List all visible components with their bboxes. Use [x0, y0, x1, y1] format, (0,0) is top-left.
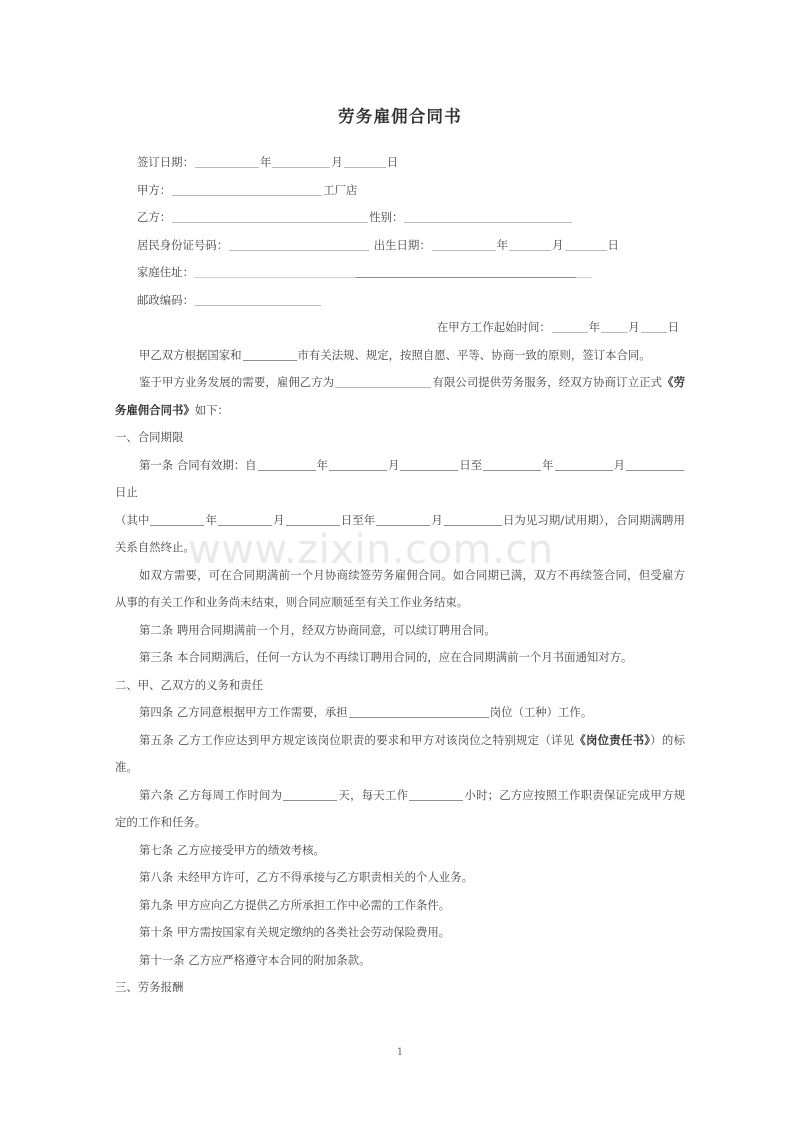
- party-a-label: 甲方：: [137, 182, 172, 197]
- clause-7-text: 乙方应接受甲方的绩效考核。: [176, 842, 325, 857]
- birth-day-blank[interactable]: [565, 239, 607, 251]
- sign-date-label: 签订日期：: [137, 155, 194, 169]
- clause-3-name: 第三条: [139, 650, 174, 664]
- clause-9-name: 第九条: [139, 897, 174, 912]
- clause-1-trial-start-day-blank[interactable]: [286, 514, 340, 526]
- clause-1-p8: （其中: [115, 512, 150, 527]
- clause-8-name: 第八条: [139, 870, 174, 884]
- clause-2: [115, 617, 685, 645]
- clause-1-trial-start-month-blank[interactable]: [218, 514, 272, 526]
- clause-4-position-blank[interactable]: [349, 706, 489, 718]
- clause-5-name: 第五条: [139, 732, 174, 747]
- preamble-2-after: 如下：: [194, 402, 229, 417]
- party-a-blank[interactable]: [172, 184, 322, 196]
- party-a-suffix: 工厂店: [323, 182, 358, 197]
- home-address-blank[interactable]: [194, 266, 592, 278]
- clause-6-days-blank[interactable]: [283, 789, 337, 801]
- id-number-blank[interactable]: [229, 239, 369, 251]
- field-home-address: [115, 259, 685, 287]
- clause-9-text: 甲方应向乙方提供乙方所承担工作中必需的工作条件。: [176, 897, 451, 912]
- clause-6: [115, 782, 685, 837]
- clause-1-trial-end-day-blank[interactable]: [444, 514, 502, 526]
- field-sign-date: [115, 149, 685, 177]
- clause-4-after: 岗位（工种）工作。: [489, 705, 593, 719]
- birth-year-blank[interactable]: [432, 239, 496, 251]
- clause-1-p4: 日至: [459, 457, 483, 472]
- clause-4: [115, 699, 685, 727]
- clause-10-text: 甲方需按国家有关规定缴纳的各类社会劳动保险费用。: [176, 925, 451, 939]
- postal-code-blank[interactable]: [195, 294, 321, 306]
- start-work-day-blank[interactable]: [641, 321, 667, 333]
- clause-1-p2: 年: [316, 457, 328, 472]
- clause-2-text: 聘用合同期满前一个月，经双方协商同意，可以续订聘用合同。: [176, 622, 496, 637]
- clause-1-start-month-blank[interactable]: [329, 459, 387, 471]
- preamble-company-blank[interactable]: [335, 376, 431, 388]
- preamble-city-blank[interactable]: [243, 349, 297, 361]
- day-unit: 日: [667, 320, 679, 334]
- clause-5-after: ）的标准。: [115, 732, 685, 774]
- clause-1-p1: 合同有效期：自: [176, 457, 257, 472]
- party-b-blank[interactable]: [172, 211, 368, 223]
- month-unit: 月: [552, 237, 564, 252]
- clause-1-p9: 年: [205, 512, 218, 527]
- clause-1-end-day-blank[interactable]: [626, 459, 684, 471]
- clause-10-name: 第十条: [139, 925, 174, 939]
- clause-1-end-year-blank[interactable]: [483, 459, 541, 471]
- page-number: 1: [396, 1046, 404, 1058]
- clause-1-p13: 日为见习期/试用期），合同期满聘用关系自然终止。: [115, 512, 685, 554]
- gender-label: 性别：: [369, 210, 404, 224]
- clause-4-before: 乙方同意根据甲方工作需要，承担: [176, 705, 348, 719]
- clause-1-start-day-blank[interactable]: [400, 459, 458, 471]
- start-work-year-blank[interactable]: [552, 321, 588, 333]
- clause-6-middle: 天，每天工作: [338, 787, 409, 802]
- clause-3-text: 本合同期满后，任何一方认为不再续订聘用合同的，应在合同期满前一个月书面通知对方。: [176, 650, 633, 664]
- day-unit: 日: [386, 155, 399, 169]
- clause-2-name: 第二条: [139, 622, 174, 637]
- clause-7-name: 第七条: [139, 842, 174, 857]
- clause-10: [115, 919, 685, 947]
- clause-5-before: 乙方工作应达到甲方规定该岗位职责的要求和甲方对该岗位之特别规定（详见: [177, 732, 575, 747]
- section-heading-3: 三、劳务报酬: [115, 980, 184, 994]
- clause-1-trial-start-year-blank[interactable]: [150, 514, 204, 526]
- birth-month-blank[interactable]: [509, 239, 551, 251]
- clause-4-name: 第四条: [139, 705, 174, 719]
- month-unit: 月: [331, 155, 343, 169]
- clause-1-name: 第一条: [139, 457, 174, 472]
- clause-1-p3: 月: [387, 457, 400, 472]
- preamble-2-before: 鉴于甲方业务发展的需要，雇佣乙方为: [139, 375, 335, 389]
- day-unit: 日: [607, 237, 619, 252]
- postal-code-label: 邮政编码：: [137, 292, 194, 307]
- sign-date-year-blank[interactable]: [195, 156, 259, 168]
- month-unit: 月: [628, 320, 640, 334]
- clause-3: [115, 644, 685, 672]
- clause-1-extra: 如双方需要，可在合同期满前一个月协商续签劳务雇佣合同。如合同期已满，双方不再续签合同，但受雇方从事的有关工作和业务尚未结束，则合同应顺延至有关工作业务结束。: [115, 567, 685, 609]
- clause-8: [115, 864, 685, 892]
- home-address-label: 家庭住址：: [137, 265, 194, 279]
- clause-11-text: 乙方应严格遵守本合同的附加条款。: [188, 952, 371, 967]
- clause-5-bold-doc-name: 《岗位责任书》: [574, 732, 651, 747]
- clause-8-text: 未经甲方许可，乙方不得承接与乙方职责相关的个人业务。: [176, 870, 473, 884]
- clause-7: [115, 837, 685, 865]
- preamble-contract-name: 《劳务雇佣合同书》: [115, 375, 685, 417]
- year-unit: 年: [259, 155, 272, 169]
- sign-date-day-blank[interactable]: [344, 156, 386, 168]
- preamble-2-middle: 有限公司提供劳务服务，经双方协商订立正式: [432, 375, 663, 389]
- preamble-1-after: 市有关法规、规定，按照自愿、平等、协商一致的原则，签订本合同。: [297, 347, 651, 362]
- clause-9: [115, 892, 685, 920]
- clause-1-start-year-blank[interactable]: [258, 459, 316, 471]
- clause-1: [115, 452, 685, 562]
- clause-1-p6: 月: [613, 457, 625, 472]
- home-address-underline-dark: [356, 277, 576, 278]
- preamble-paragraph-2: [115, 369, 685, 424]
- clause-11-name: 第十一条: [139, 952, 185, 967]
- clause-1-end-month-blank[interactable]: [555, 459, 613, 471]
- year-unit: 年: [496, 237, 509, 252]
- clause-6-before: 乙方每周工作时间为: [177, 787, 283, 802]
- sign-date-month-blank[interactable]: [272, 156, 330, 168]
- clause-6-hours-blank[interactable]: [409, 789, 463, 801]
- clause-6-after: 小时；乙方应按照工作职责保证完成甲方规定的工作和任务。: [115, 787, 685, 829]
- start-work-label: 在甲方工作起始时间：: [436, 320, 551, 334]
- document-body: [115, 149, 685, 1002]
- clause-1-p11: 日至年: [340, 512, 376, 527]
- clause-1-p5: 年: [542, 457, 554, 472]
- clause-1-trial-end-month-blank[interactable]: [376, 514, 430, 526]
- field-postal-code: [115, 287, 685, 315]
- clause-1-p12: 月: [431, 512, 443, 527]
- clause-1-p10: 月: [273, 512, 285, 527]
- year-unit: 年: [588, 320, 601, 334]
- field-party-b: [115, 204, 685, 232]
- clause-6-name: 第六条: [139, 787, 174, 802]
- preamble-1-before: 甲乙双方根据国家和: [139, 347, 242, 362]
- watermark-text: www.zixin.com.cn: [188, 527, 554, 573]
- document-title: 劳务雇佣合同书: [338, 107, 462, 126]
- field-party-a: [115, 177, 685, 205]
- field-start-work-date: [115, 314, 685, 342]
- start-work-month-blank[interactable]: [601, 321, 627, 333]
- party-b-label: 乙方：: [137, 210, 172, 224]
- gender-blank[interactable]: [404, 211, 572, 223]
- section-heading-1: 一、合同期限: [115, 430, 184, 444]
- clause-11: [115, 947, 685, 975]
- field-id-number: [115, 232, 685, 260]
- clause-5: [115, 727, 685, 782]
- section-heading-2: 二、甲、乙双方的义务和责任: [115, 677, 264, 692]
- birth-date-label: 出生日期：: [373, 237, 431, 252]
- preamble-paragraph-1: [115, 342, 685, 370]
- clause-1-p7: 日止: [115, 485, 138, 499]
- id-number-label: 居民身份证号码：: [137, 237, 229, 252]
